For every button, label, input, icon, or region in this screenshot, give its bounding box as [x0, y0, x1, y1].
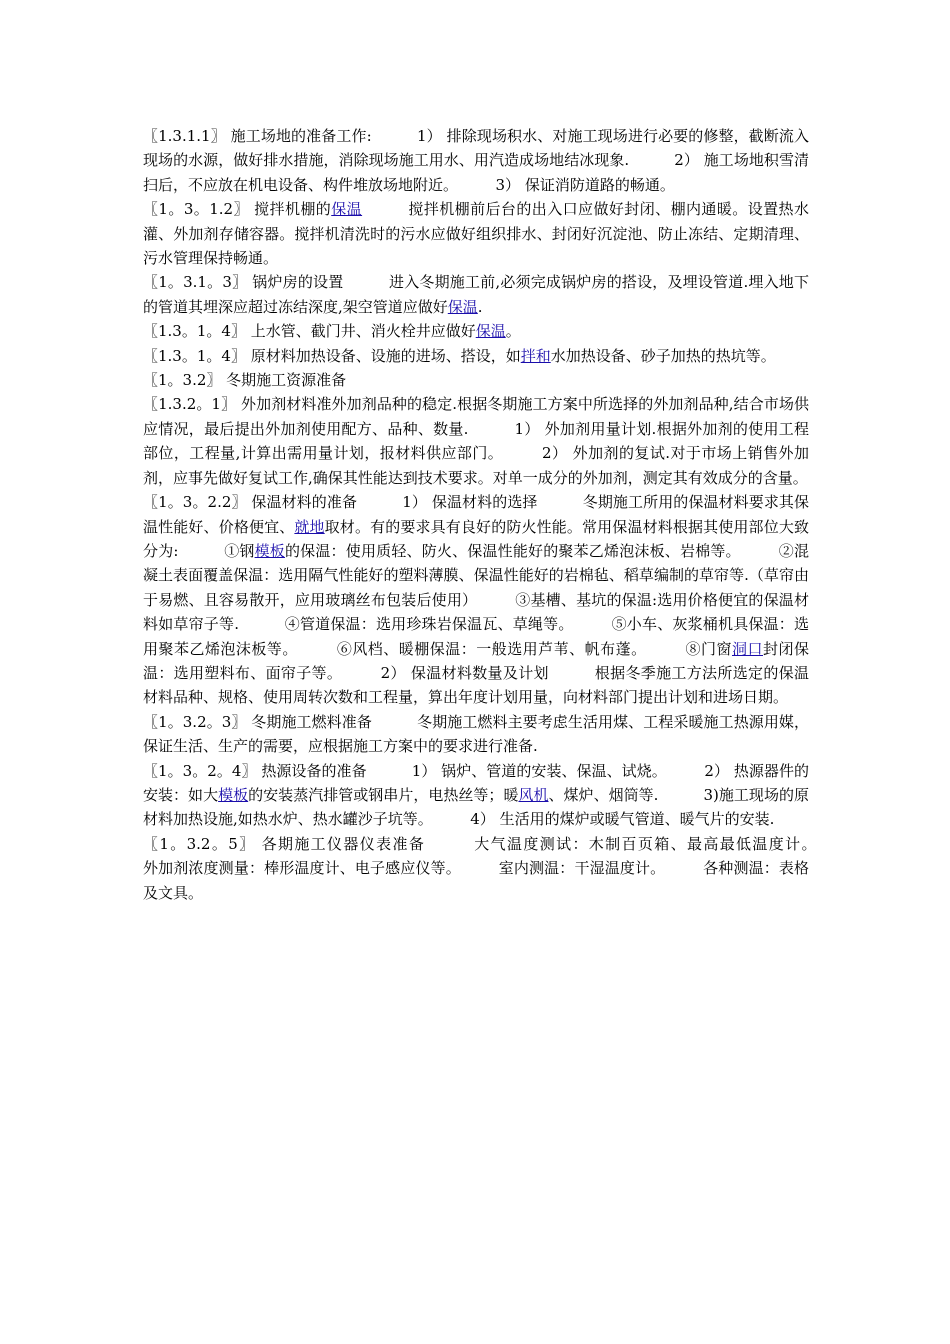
paragraph-text: . — [477, 297, 483, 316]
paragraph-text: 的安装蒸汽排管或钢串片，电热丝等；暖 — [248, 785, 519, 804]
term-link[interactable]: 保温 — [475, 322, 506, 341]
paragraph-text: 搅拌机棚前后台的出入口应做好封闭、棚内通暖。设置热水灌、外加剂存储容器。搅拌机清洗时的污水应做好组织排水、封闭好沉淀池、防止冻结、定期清理、污水管理保持畅通。 — [143, 200, 809, 268]
paragraph-text: 的保温：使用质轻、防火、保温性能好的聚苯乙烯泡沫板、岩棉等。 ②混凝土表面覆盖保温：选用隔气性能好的塑料薄膜、保温性能好的岩棉毡、稻草编制的草帘等.（草帘由于易燃、且容易散开，应用玻璃丝布包装后使用） ③基槽、基坑的保温:选用价格便宜的保温材料如草帘子等. ④管道保温：选用珍珠岩保温瓦、草绳等。 ⑤小车、灰浆桶机具保温：选用聚苯乙烯泡沫板等。 ⑥风档、暖棚保温：一般选用芦苇、帆布蓬。 ⑧门窗 — [143, 541, 809, 658]
term-link[interactable]: 拌和 — [520, 346, 551, 365]
paragraph — [143, 710, 809, 759]
paragraph — [143, 319, 809, 343]
paragraph-text: 〖1。3。1.2〗 搅拌机棚的 — [143, 200, 332, 219]
paragraph-text: 、煤炉、烟筒等. 3)施工现场的原材料加热设施,如热水炉、热水罐沙子坑等。 4） 生活用的煤炉或暖气管道、暖气片的安装. — [143, 785, 809, 829]
term-link[interactable]: 风机 — [518, 785, 549, 804]
paragraph — [143, 197, 809, 270]
paragraph — [143, 368, 809, 392]
paragraph — [143, 392, 809, 490]
paragraph-text: 封闭保温：选用塑料布、面帘子等。 2） 保温材料数量及计划 根据冬季施工方法所选定的保温材料品种、规格、使用周转次数和工程量，算出年度计划用量，向材料部门提出计划和进场日期。 — [143, 639, 809, 707]
term-link[interactable]: 洞口 — [732, 639, 763, 658]
paragraph-text: 取材。有的要求具有良好的防火性能。常用保温材料根据其使用部位大致分为: ①钢 — [143, 517, 809, 560]
paragraph — [143, 759, 809, 832]
document-body — [143, 124, 855, 905]
paragraph-text: 〖1.3.1.1〗 施工场地的准备工作: 1） 排除现场积水、对施工现场进行必要的修整，截断流入现场的水源，做好排水措施，消除现场施工用水、用汽造成场地结冰现象. 2） 施工场地积雪清扫后，不应放在机电设备、构件堆放场地附近。 3） 保证消防道路的畅通。 — [143, 127, 809, 194]
paragraph-text: 水加热设备、砂子加热的热坑等。 — [550, 346, 776, 365]
paragraph-text: 〖1。3.2。3〗 冬期施工燃料准备 冬期施工燃料主要考虑生活用煤、工程采暖施工热源用媒，保证生活、生产的需要，应根据施工方案中的要求进行准备. — [143, 712, 809, 756]
term-link[interactable]: 就地 — [294, 517, 325, 536]
paragraph-text: 〖1。3。2。4〗 热源设备的准备 1） 锅炉、管道的安装、保温、试烧。 2） 热源器件的安装：如大 — [143, 761, 809, 804]
paragraph — [143, 270, 809, 319]
paragraph-text: 〖1.3。1。4〗 原材料加热设备、设施的进场、搭设，如 — [143, 346, 521, 365]
term-link[interactable]: 保温 — [447, 297, 478, 316]
term-link[interactable]: 模板 — [218, 785, 249, 804]
paragraph-text: 〖1。3.1。3〗 锅炉房的设置 进入冬期施工前,必须完成锅炉房的搭设，及埋设管道.埋入地下的管道其埋深应超过冻结深度,架空管道应做好 — [143, 273, 809, 316]
paragraph-text: 。 — [505, 322, 521, 341]
paragraph-text: 〖1.3.2。1〗 外加剂材料准外加剂品种的稳定.根据冬期施工方案中所选择的外加剂品种,结合市场供应情况，最后提出外加剂使用配方、品种、数量. 1） 外加剂用量计划.根据外加剂的使用工程部位，工程量,计算出需用量计划，报材料供应部门。 2） 外加剂的复试.对于市场上销售外加剂，应事先做好复试工作,确保其性能达到技术要求。对单一成分的外加剂，测定其有效成分的含量。 — [143, 395, 809, 487]
paragraph-text: 〖1。3.2〗 冬期施工资源准备 — [143, 371, 347, 390]
term-link[interactable]: 模板 — [254, 541, 285, 560]
paragraph — [143, 124, 809, 197]
term-link[interactable]: 保温 — [331, 200, 363, 219]
paragraph-text: 〖1。3.2。5〗 各期施工仪器仪表准备 大气温度测试：木制百页箱、最高最低温度计。 外加剂浓度测量：棒形温度计、电子感应仪等。 室内测温：干湿温度计。 各种测温：表格及文具。 — [143, 834, 855, 902]
paragraph-text: 〖1。3。2.2〗 保温材料的准备 1） 保温材料的选择 冬期施工所用的保温材料要求其保温性能好、价格便宜、 — [143, 493, 809, 536]
paragraph — [143, 490, 809, 710]
paragraph-text: 〖1.3。1。4〗 上水管、截门井、消火栓井应做好 — [143, 322, 476, 341]
paragraph — [143, 832, 855, 905]
paragraph — [143, 344, 809, 368]
